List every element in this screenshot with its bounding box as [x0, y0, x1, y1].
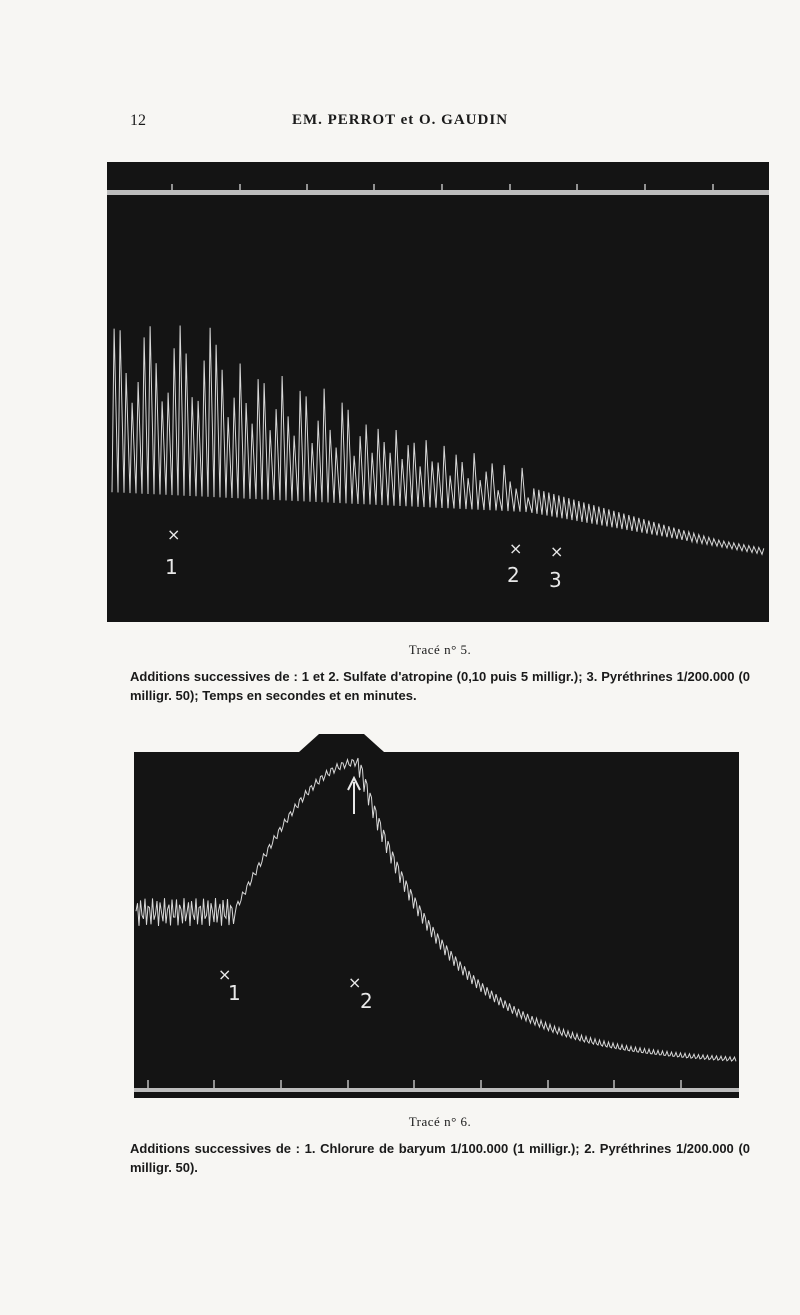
caption-text: Additions successives de : 1 et 2. Sulfate d'atropine (0,10 puis 5 milligr.); 3. Pyréthrines 1/200.000 (0 milligr. 50); Temps en secondes et en minutes. — [130, 669, 750, 703]
kymograph-trace-5 — [112, 326, 764, 555]
arrow-icon — [348, 778, 360, 814]
addition-marker-1 — [218, 965, 241, 1005]
svg-text:2: 2 — [507, 563, 520, 587]
svg-text:2: 2 — [360, 989, 373, 1013]
addition-marker-2 — [348, 973, 373, 1013]
time-scale-bar — [134, 1088, 739, 1092]
svg-text:×: × — [348, 973, 362, 992]
svg-text:×: × — [167, 525, 181, 544]
svg-text:3: 3 — [549, 568, 562, 592]
running-title: EM. PERROT et O. GAUDIN — [291, 112, 509, 128]
plate-notch — [299, 734, 384, 752]
caption-trace-6 — [130, 1112, 750, 1177]
addition-marker-1 — [165, 525, 180, 579]
svg-text:×: × — [550, 542, 564, 561]
trace-figure-6 — [134, 752, 739, 1098]
addition-marker-3 — [549, 542, 563, 592]
addition-marker-2 — [507, 539, 522, 587]
svg-text:×: × — [218, 965, 232, 984]
trace-5-plot — [107, 162, 769, 622]
page-number: 12 — [130, 112, 146, 129]
trace-figure-5 — [107, 162, 769, 622]
svg-text:×: × — [509, 539, 523, 558]
svg-text:1: 1 — [165, 555, 178, 579]
time-scale-bar — [107, 190, 769, 195]
caption-title: Tracé n° 6. — [408, 1114, 472, 1129]
kymograph-trace-6 — [136, 758, 736, 1061]
trace-6-plot — [134, 752, 739, 1098]
page-header — [0, 112, 800, 136]
svg-text:1: 1 — [228, 981, 241, 1005]
caption-text: Additions successives de : 1. Chlorure de baryum 1/100.000 (1 milligr.); 2. Pyréthrines 1/200.000 (0 milligr. 50). — [130, 1141, 750, 1175]
caption-trace-5 — [130, 640, 750, 705]
caption-title: Tracé n° 5. — [408, 642, 472, 657]
